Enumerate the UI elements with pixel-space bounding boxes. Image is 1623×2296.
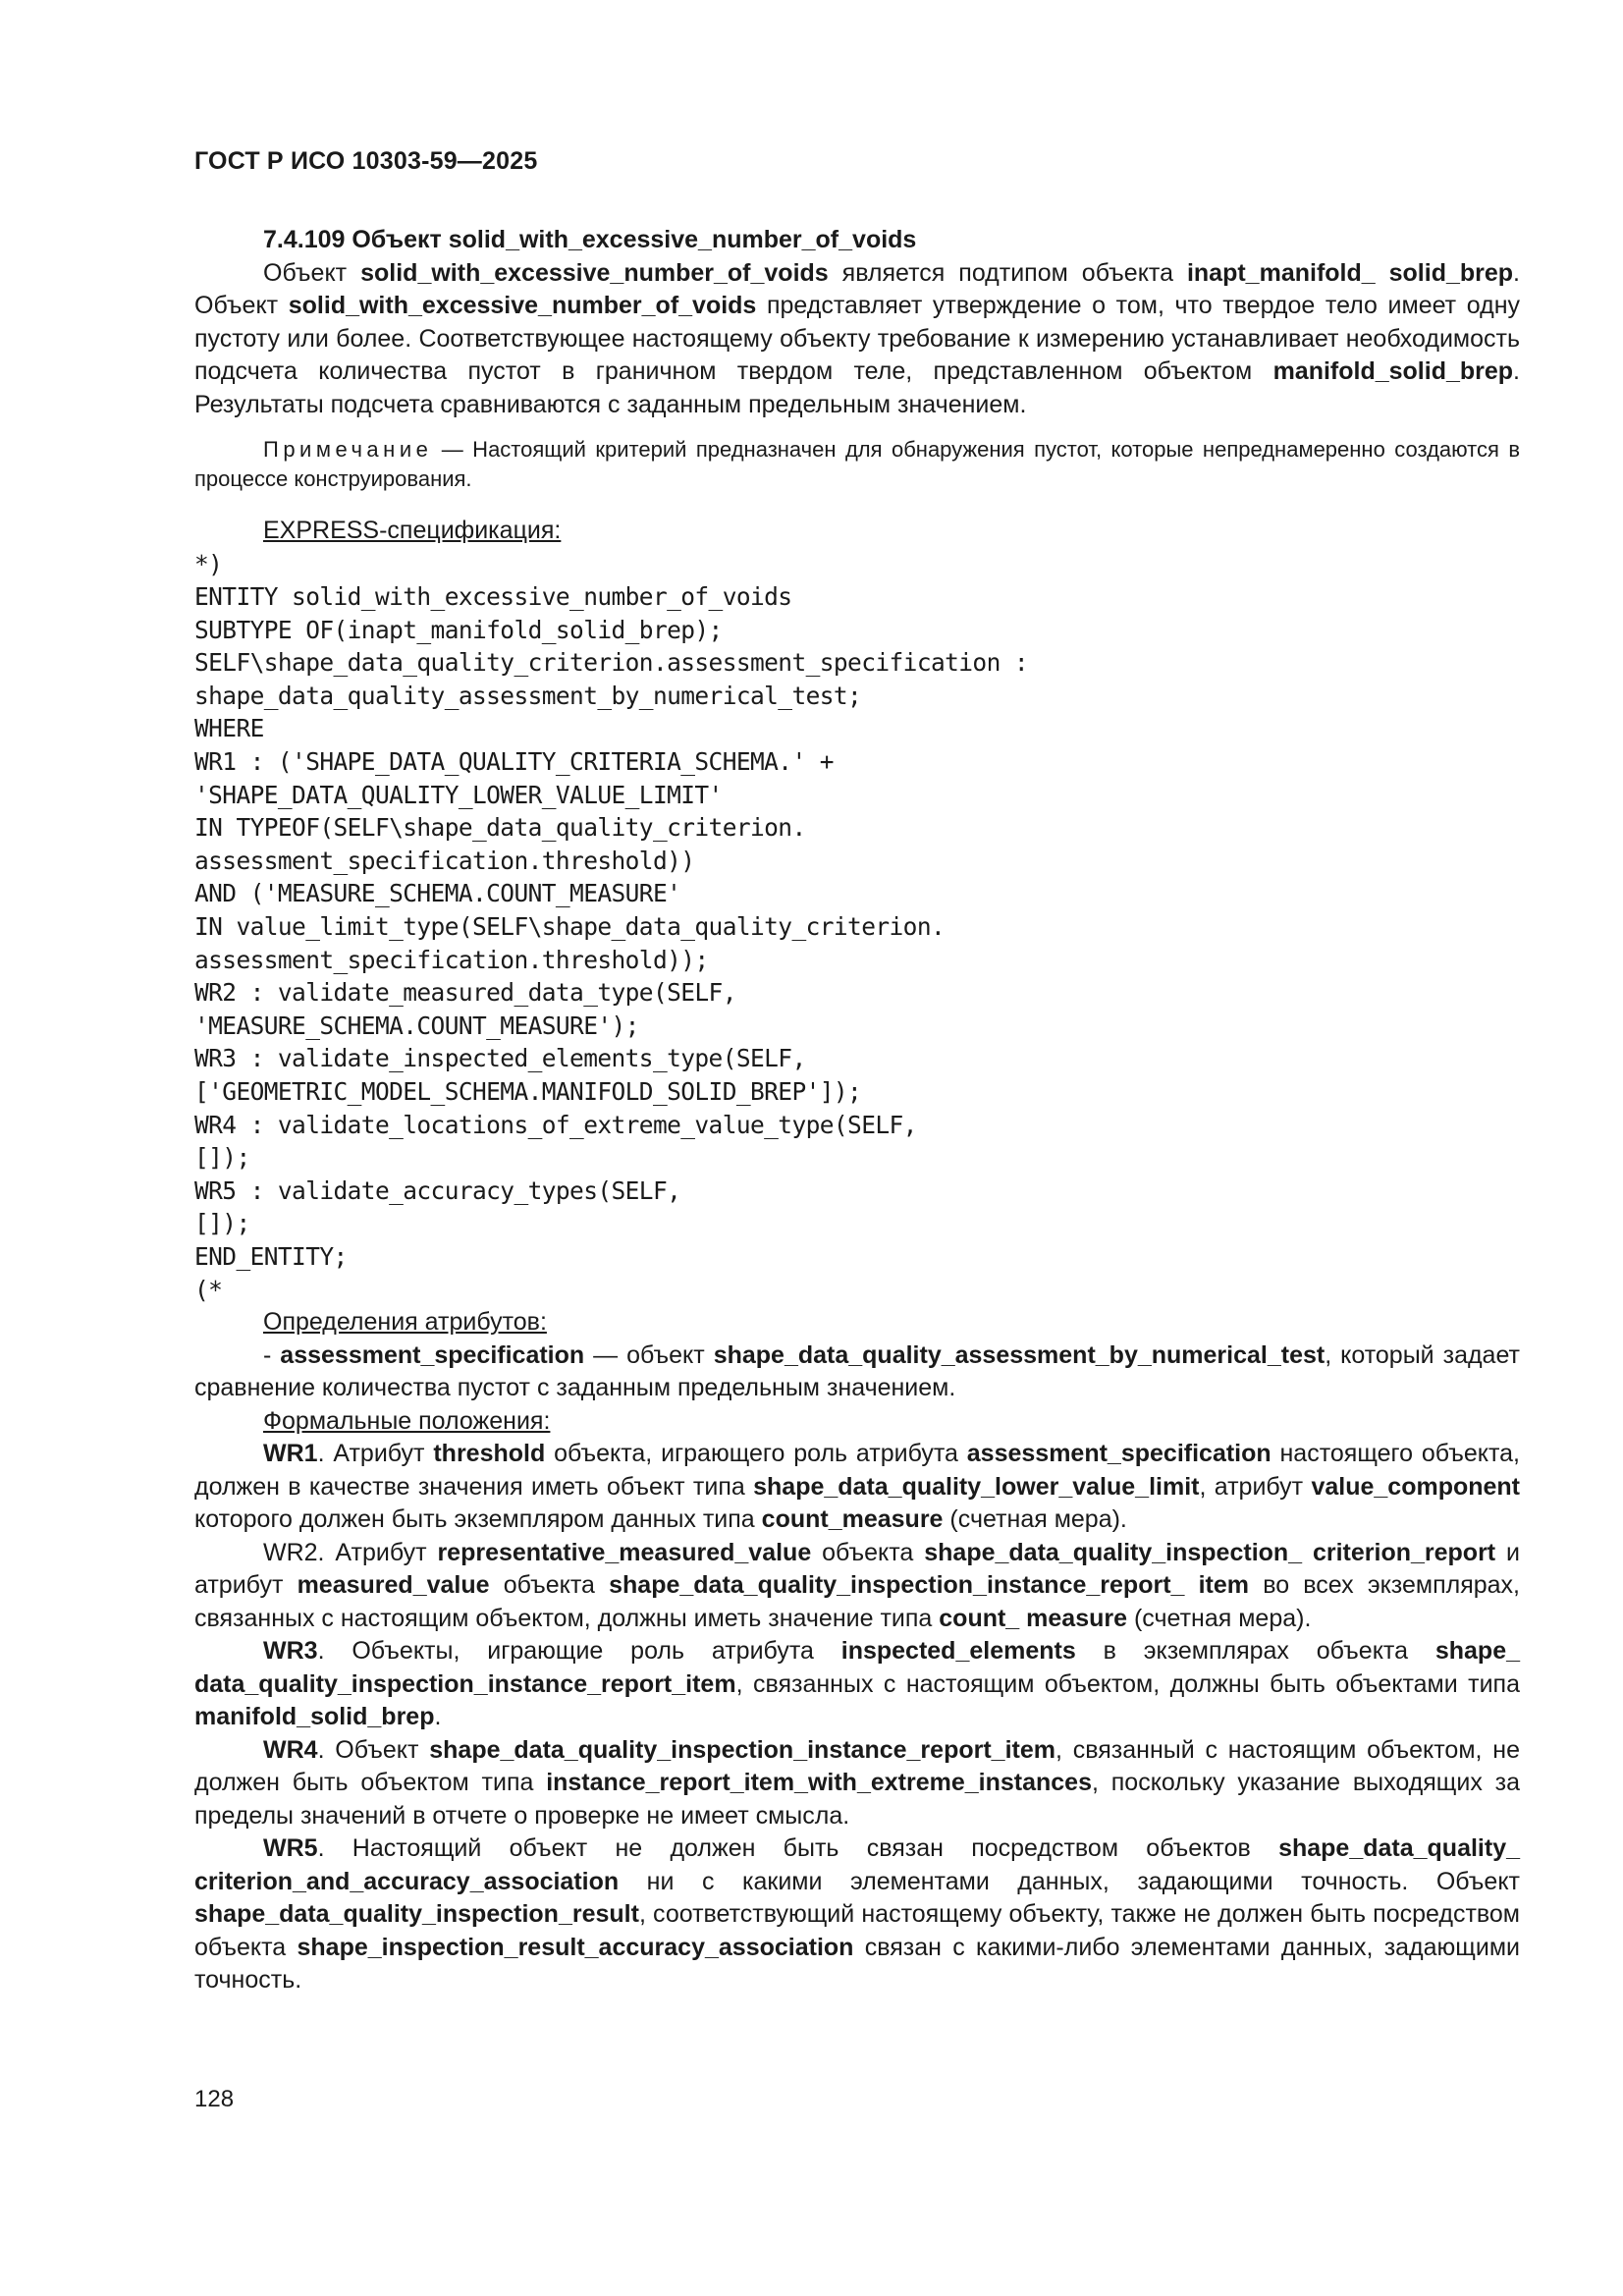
code-line: assessment_specification.threshold)) bbox=[194, 846, 695, 875]
code-line: 'MEASURE_SCHEMA.COUNT_MEASURE'); bbox=[194, 1011, 639, 1040]
bold-term: shape_data_quality_inspection_ criterion_report bbox=[924, 1538, 1496, 1566]
text-run: , поскольку указание выходящих за пределы значений в отчете о проверке не имеет смысла. bbox=[194, 1769, 1520, 1830]
rule-wr4 bbox=[194, 1734, 1520, 1833]
text-run: . Объект bbox=[194, 258, 1520, 319]
text-run: которого должен быть экземпляром данных типа bbox=[194, 1505, 762, 1534]
code-line: ENTITY solid_with_excessive_number_of_voids bbox=[194, 582, 792, 612]
intro-paragraph bbox=[194, 257, 1520, 422]
bold-term: representative_measured_value bbox=[437, 1538, 812, 1566]
bold-term: shape_inspection_result_accuracy_association bbox=[297, 1933, 854, 1961]
text-run: . Объект bbox=[317, 1735, 430, 1764]
text-run: представляет утверждение о том, что твердое тело имеет одну пустоту или более. Соответствующее настоящему объекту требование к измерению устанавливает необходимость подсчета количества пустот в граничном твердом теле, представленном объектом bbox=[194, 292, 1520, 385]
code-line: AND ('MEASURE_SCHEMA.COUNT_MEASURE' bbox=[194, 879, 681, 908]
code-line: *) bbox=[194, 549, 223, 578]
text-run: , связанный с настоящим объектом, не должен быть объектом типа bbox=[194, 1735, 1520, 1797]
bold-term: shape_data_quality_assessment_by_numerical_test bbox=[713, 1340, 1325, 1369]
code-line: IN TYPEOF(SELF\shape_data_quality_criterion. bbox=[194, 813, 806, 843]
text-run: - bbox=[263, 1340, 281, 1369]
code-line: WR5 : validate_accuracy_types(SELF, bbox=[194, 1175, 681, 1205]
code-line: IN value_limit_type(SELF\shape_data_quality_criterion. bbox=[194, 912, 946, 942]
note bbox=[194, 435, 1520, 493]
text-run: , который задает сравнение количества пустот с заданным предельным значением. bbox=[194, 1340, 1520, 1402]
bold-term: manifold_solid_brep bbox=[194, 1703, 435, 1731]
text-run: (счетная мера). bbox=[1127, 1604, 1312, 1632]
bold-term: threshold bbox=[433, 1440, 546, 1468]
text-run: объекта bbox=[811, 1538, 925, 1566]
text-run: в экземплярах объекта bbox=[1075, 1637, 1435, 1666]
code-line: WR2 : validate_measured_data_type(SELF, bbox=[194, 978, 736, 1008]
text-run: ни с какими элементами данных, задающими точность. Объект bbox=[619, 1867, 1520, 1895]
bold-term: assessment_specification bbox=[966, 1440, 1271, 1468]
code-line: WHERE bbox=[194, 714, 264, 743]
document-header: ГОСТ Р ИСО 10303-59—2025 bbox=[194, 147, 538, 175]
text-run: . Атрибут bbox=[317, 1440, 434, 1468]
bold-term: WR4 bbox=[263, 1735, 318, 1764]
text-run: . Результаты подсчета сравниваются с заданным предельным значением. bbox=[194, 357, 1520, 418]
rule-wr3 bbox=[194, 1635, 1520, 1734]
code-line: shape_data_quality_assessment_by_numerical_test; bbox=[194, 681, 862, 710]
text-run: является подтипом объекта bbox=[828, 258, 1187, 287]
code-line: END_ENTITY; bbox=[194, 1241, 348, 1271]
bold-term: shape_data_quality_inspection_result bbox=[194, 1900, 639, 1929]
bold-term: solid_with_excessive_number_of_voids bbox=[360, 258, 829, 287]
bold-term: WR5 bbox=[263, 1834, 318, 1863]
text-run: (счетная мера). bbox=[943, 1505, 1127, 1534]
rule-wr1 bbox=[194, 1438, 1520, 1537]
bold-term: shape_ data_quality_inspection_instance_report_item bbox=[194, 1637, 1521, 1698]
bold-term: inspected_elements bbox=[840, 1637, 1076, 1666]
bold-term: shape_data_quality_ criterion_and_accuracy_association bbox=[194, 1834, 1520, 1895]
code-line: SUBTYPE OF(inapt_manifold_solid_brep); bbox=[194, 615, 723, 644]
text-run: и атрибут bbox=[194, 1538, 1520, 1600]
code-line: WR4 : validate_locations_of_extreme_value_type(SELF, bbox=[194, 1110, 917, 1139]
section-heading: 7.4.109 Объект solid_with_excessive_number_of_voids bbox=[263, 226, 917, 253]
bold-term: WR1 bbox=[263, 1440, 318, 1468]
formal-propositions-label: Формальные положения: bbox=[263, 1406, 551, 1435]
text-run: WR2. Атрибут bbox=[263, 1538, 438, 1566]
note-label: Примечание bbox=[263, 437, 433, 462]
attr-definitions-label: Определения атрибутов: bbox=[263, 1308, 547, 1337]
text-run: — объект bbox=[584, 1340, 714, 1369]
express-code bbox=[194, 548, 1520, 1307]
text-run: . Объекты, играющие роль атрибута bbox=[317, 1637, 841, 1666]
code-line: SELF\shape_data_quality_criterion.assessment_specification : bbox=[194, 648, 1029, 678]
bold-term: WR3 bbox=[263, 1637, 318, 1666]
code-line: WR1 : ('SHAPE_DATA_QUALITY_CRITERIA_SCHEMA.' + bbox=[194, 747, 834, 777]
document-body bbox=[194, 224, 1520, 1997]
bold-term: inapt_manifold_ solid_brep bbox=[1186, 258, 1514, 287]
bold-term: count_measure bbox=[761, 1505, 944, 1534]
code-line: []); bbox=[194, 1209, 250, 1238]
text-run: настоящего объекта, должен в качестве значения иметь объект типа bbox=[194, 1440, 1520, 1501]
rule-wr5 bbox=[194, 1832, 1520, 1997]
code-line: WR3 : validate_inspected_elements_type(SELF, bbox=[194, 1044, 806, 1073]
note-text: — Настоящий критерий предназначен для обнаружения пустот, которые непреднамеренно создаются в процессе конструирования. bbox=[194, 437, 1520, 491]
text-run: . bbox=[434, 1703, 442, 1731]
text-run: , связанных с настоящим объектом, должны быть объектами типа bbox=[735, 1669, 1520, 1698]
text-run: объекта, играющего роль атрибута bbox=[545, 1440, 967, 1468]
bold-term: shape_data_quality_inspection_instance_report_item bbox=[429, 1735, 1055, 1764]
text-run: , соответствующий настоящему объекту, также не должен быть посредством объекта bbox=[194, 1900, 1520, 1961]
text-run: . Настоящий объект не должен быть связан посредством объектов bbox=[317, 1834, 1279, 1863]
text-run: , атрибут bbox=[1199, 1472, 1312, 1501]
bold-term: measured_value bbox=[297, 1571, 490, 1600]
code-line: (* bbox=[194, 1275, 223, 1304]
code-line: []); bbox=[194, 1143, 250, 1173]
code-line: assessment_specification.threshold)); bbox=[194, 945, 709, 974]
rule-wr2 bbox=[194, 1537, 1520, 1636]
attr-definition bbox=[194, 1339, 1520, 1405]
text-run: Объект bbox=[263, 258, 361, 287]
text-run: во всех экземплярах, связанных с настоящим объектом, должны иметь значение типа bbox=[194, 1571, 1520, 1632]
code-line: 'SHAPE_DATA_QUALITY_LOWER_VALUE_LIMIT' bbox=[194, 780, 723, 809]
bold-term: value_component bbox=[1311, 1472, 1521, 1501]
code-line: ['GEOMETRIC_MODEL_SCHEMA.MANIFOLD_SOLID_BREP']); bbox=[194, 1077, 862, 1106]
express-label: EXPRESS-спецификация: bbox=[263, 517, 562, 544]
bold-term: instance_report_item_with_extreme_instances bbox=[546, 1769, 1092, 1797]
bold-term: manifold_solid_brep bbox=[1272, 357, 1514, 385]
bold-term: assessment_specification bbox=[280, 1340, 585, 1369]
text-run: объекта bbox=[489, 1571, 610, 1600]
bold-term: count_ measure bbox=[939, 1604, 1128, 1632]
page-number: 128 bbox=[194, 2086, 235, 2112]
bold-term: shape_data_quality_inspection_instance_report_ item bbox=[609, 1571, 1250, 1600]
bold-term: solid_with_excessive_number_of_voids bbox=[288, 292, 757, 319]
bold-term: shape_data_quality_lower_value_limit bbox=[753, 1472, 1200, 1501]
text-run: связан с какими-либо элементами данных, задающими точность. bbox=[194, 1933, 1520, 1995]
